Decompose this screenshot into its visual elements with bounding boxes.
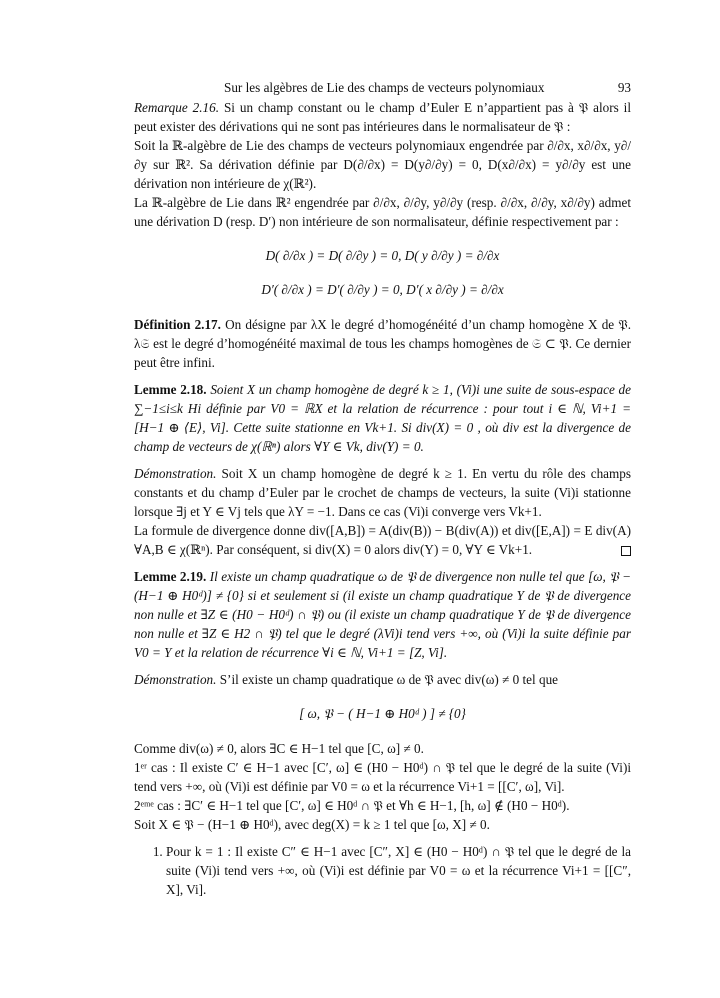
lemma-2-18-text: Soient X un champ homogène de degré k ≥ 1, (Vi)i une suite de sous-espace de ∑−1≤i≤k Hi définie par V0 = ℝX et la relation de récurrence : pour tout i ∈ ℕ, Vi+1 = [H−1 ⊕ ⟨E⟩, Vi]. Cette suite stationne en Vk+1. Si div(X) = 0 , où div est la divergence de champ de vecteurs de χ(ℝⁿ) alors ∀Y ∈ Vk, div(Y) = 0.: [134, 382, 631, 454]
remark-equations: [134, 239, 631, 307]
proof-2-19-intro-text: S’il existe un champ quadratique ω de 𝔓 avec div(ω) ≠ 0 tel que: [219, 672, 559, 687]
proof-2-18-text-1: Soit X un champ homogène de degré k ≥ 1. En vertu du rôle des champs constants et du champ d’Euler par le crochet de champs de vecteurs, la suite (Vi)i stationne lorsque ∃j et Y ∈ Vj tels que λY = −1. Dans ce cas (Vi)i converge vers Vk+1.: [134, 466, 632, 519]
proof-2-18: [134, 464, 631, 559]
lemma-2-19: [134, 567, 631, 662]
remark-text-3: La ℝ-algèbre de Lie dans ℝ² engendrée par ∂/∂x, ∂/∂y, y∂/∂y (resp. ∂/∂x, ∂/∂y, x∂/∂y) admet une dérivation D (resp. D′) non intérieure de son normalisateur, définie respectivement par :: [134, 195, 631, 229]
equation-d: D( ∂/∂x ) = D( ∂/∂y ) = 0, D( y ∂/∂y ) = ∂/∂x: [265, 248, 500, 263]
page-number: 93: [617, 80, 631, 95]
list-item: [166, 842, 631, 899]
proof-2-18-text-2: La formule de divergence donne div([A,B]) = A(div(B)) − B(div(A)) et div([E,A]) = E div(A) ∀A,B ∈ χ(ℝⁿ). Par conséquent, si div(X) = 0 alors div(Y) = 0, ∀Y ∈ Vk+1.: [134, 523, 631, 557]
definition-paragraph: [134, 315, 631, 372]
qed-icon: [621, 546, 631, 556]
header-title: Sur les algèbres de Lie des champs de vecteurs polynomiaux: [224, 80, 545, 95]
proof-2-19-case-2: 2ᵉᵐᵉ cas : ∃C′ ∈ H−1 tel que [C′, ω] ∈ H0ᵈ ∩ 𝔓 et ∀h ∈ H−1, [h, ω] ∉ (H0 − H0ᵈ).: [134, 798, 570, 813]
proof-2-18-label: Démonstration.: [134, 466, 217, 481]
remark-label: Remarque 2.16.: [134, 100, 220, 115]
proof-2-19-list: [134, 842, 631, 899]
remark-text-1: Si un champ constant ou le champ d’Euler E n’appartient pas à 𝔓 alors il peut exister des dérivations qui ne sont pas intérieures dans le normalisateur de 𝔓 :: [134, 100, 632, 134]
proof-2-19-intro: [134, 670, 631, 689]
lemma-2-18-label: Lemme 2.18.: [134, 382, 207, 397]
proof-2-19-line-1: Comme div(ω) ≠ 0, alors ∃C ∈ H−1 tel que [C, ω] ≠ 0.: [134, 741, 424, 756]
lemma-2-19-text: Il existe un champ quadratique ω de 𝔓 de divergence non nulle tel que [ω, 𝔓 − (H−1 ⊕ H0ᵈ)] ≠ {0} si et seulement si (il existe un champ quadratique Y de 𝔓 de divergence non nulle et ∃Z ∈ (H0 − H0ᵈ) ∩ 𝔓) ou (il existe un champ quadratique Y de 𝔓 de divergence non nulle et ∃Z ∈ H2 ∩ 𝔓) tel que le degré (λVi)i tend vers +∞, où (Vi)i la suite définie par V0 = Y et la relation de récurrence ∀i ∈ ℕ, Vi+1 = [Z, Vi].: [134, 569, 632, 660]
equation-d-prime: D′( ∂/∂x ) = D′( ∂/∂y ) = 0, D′( x ∂/∂y ) = ∂/∂x: [261, 282, 504, 297]
proof-2-19-body: [134, 739, 631, 834]
definition-label: Définition 2.17.: [134, 317, 221, 332]
lemma-2-19-label: Lemme 2.19.: [134, 569, 207, 584]
proof-2-19-case-1: 1ᵉʳ cas : Il existe C′ ∈ H−1 avec [C′, ω] ∈ (H0 − H0ᵈ) ∩ 𝔓 tel que le degré de la suite (Vi)i tend vers +∞, où (Vi)i est définie par V0 = ω et la récurrence Vi+1 = [[C′, ω], Vi].: [134, 760, 631, 794]
remark-paragraph: [134, 98, 631, 231]
proof-2-19-label: Démonstration.: [134, 672, 217, 687]
list-item-text: Pour k = 1 : Il existe C″ ∈ H−1 avec [C″, X] ∈ (H0 − H0ᵈ) ∩ 𝔓 tel que le degré de la suite (Vi)i tend vers +∞, où (Vi)i est définie par V0 = ω et la récurrence Vi+1 = [[C″, X], Vi].: [166, 844, 631, 897]
lemma-2-18: [134, 380, 631, 456]
running-header: [134, 78, 631, 98]
remark-text-2: Soit la ℝ-algèbre de Lie des champs de vecteurs polynomiaux engendrée par ∂/∂x, x∂/∂x, y∂/∂y sur ℝ². Sa dérivation définie par D(∂/∂x) = D(y∂/∂y) = 0, D(x∂/∂x) = y∂/∂y est une dérivation non intérieure de χ(ℝ²).: [134, 138, 631, 191]
proof-2-19-line-4: Soit X ∈ 𝔓 − (H−1 ⊕ H0ᵈ), avec deg(X) = k ≥ 1 tel que [ω, X] ≠ 0.: [134, 817, 490, 832]
proof-2-19-equation: [ ω, 𝔓 − ( H−1 ⊕ H0ᵈ ) ] ≠ {0}: [299, 706, 466, 721]
proof-2-19-equation-block: [134, 697, 631, 731]
definition-text: On désigne par λX le degré d’homogénéité d’un champ homogène X de 𝔓. λ𝔖 est le degré d’homogénéité maximal de tous les champs homogènes de 𝔖 ⊂ 𝔓. Ce dernier peut être infini.: [134, 317, 632, 370]
page: [134, 78, 631, 899]
